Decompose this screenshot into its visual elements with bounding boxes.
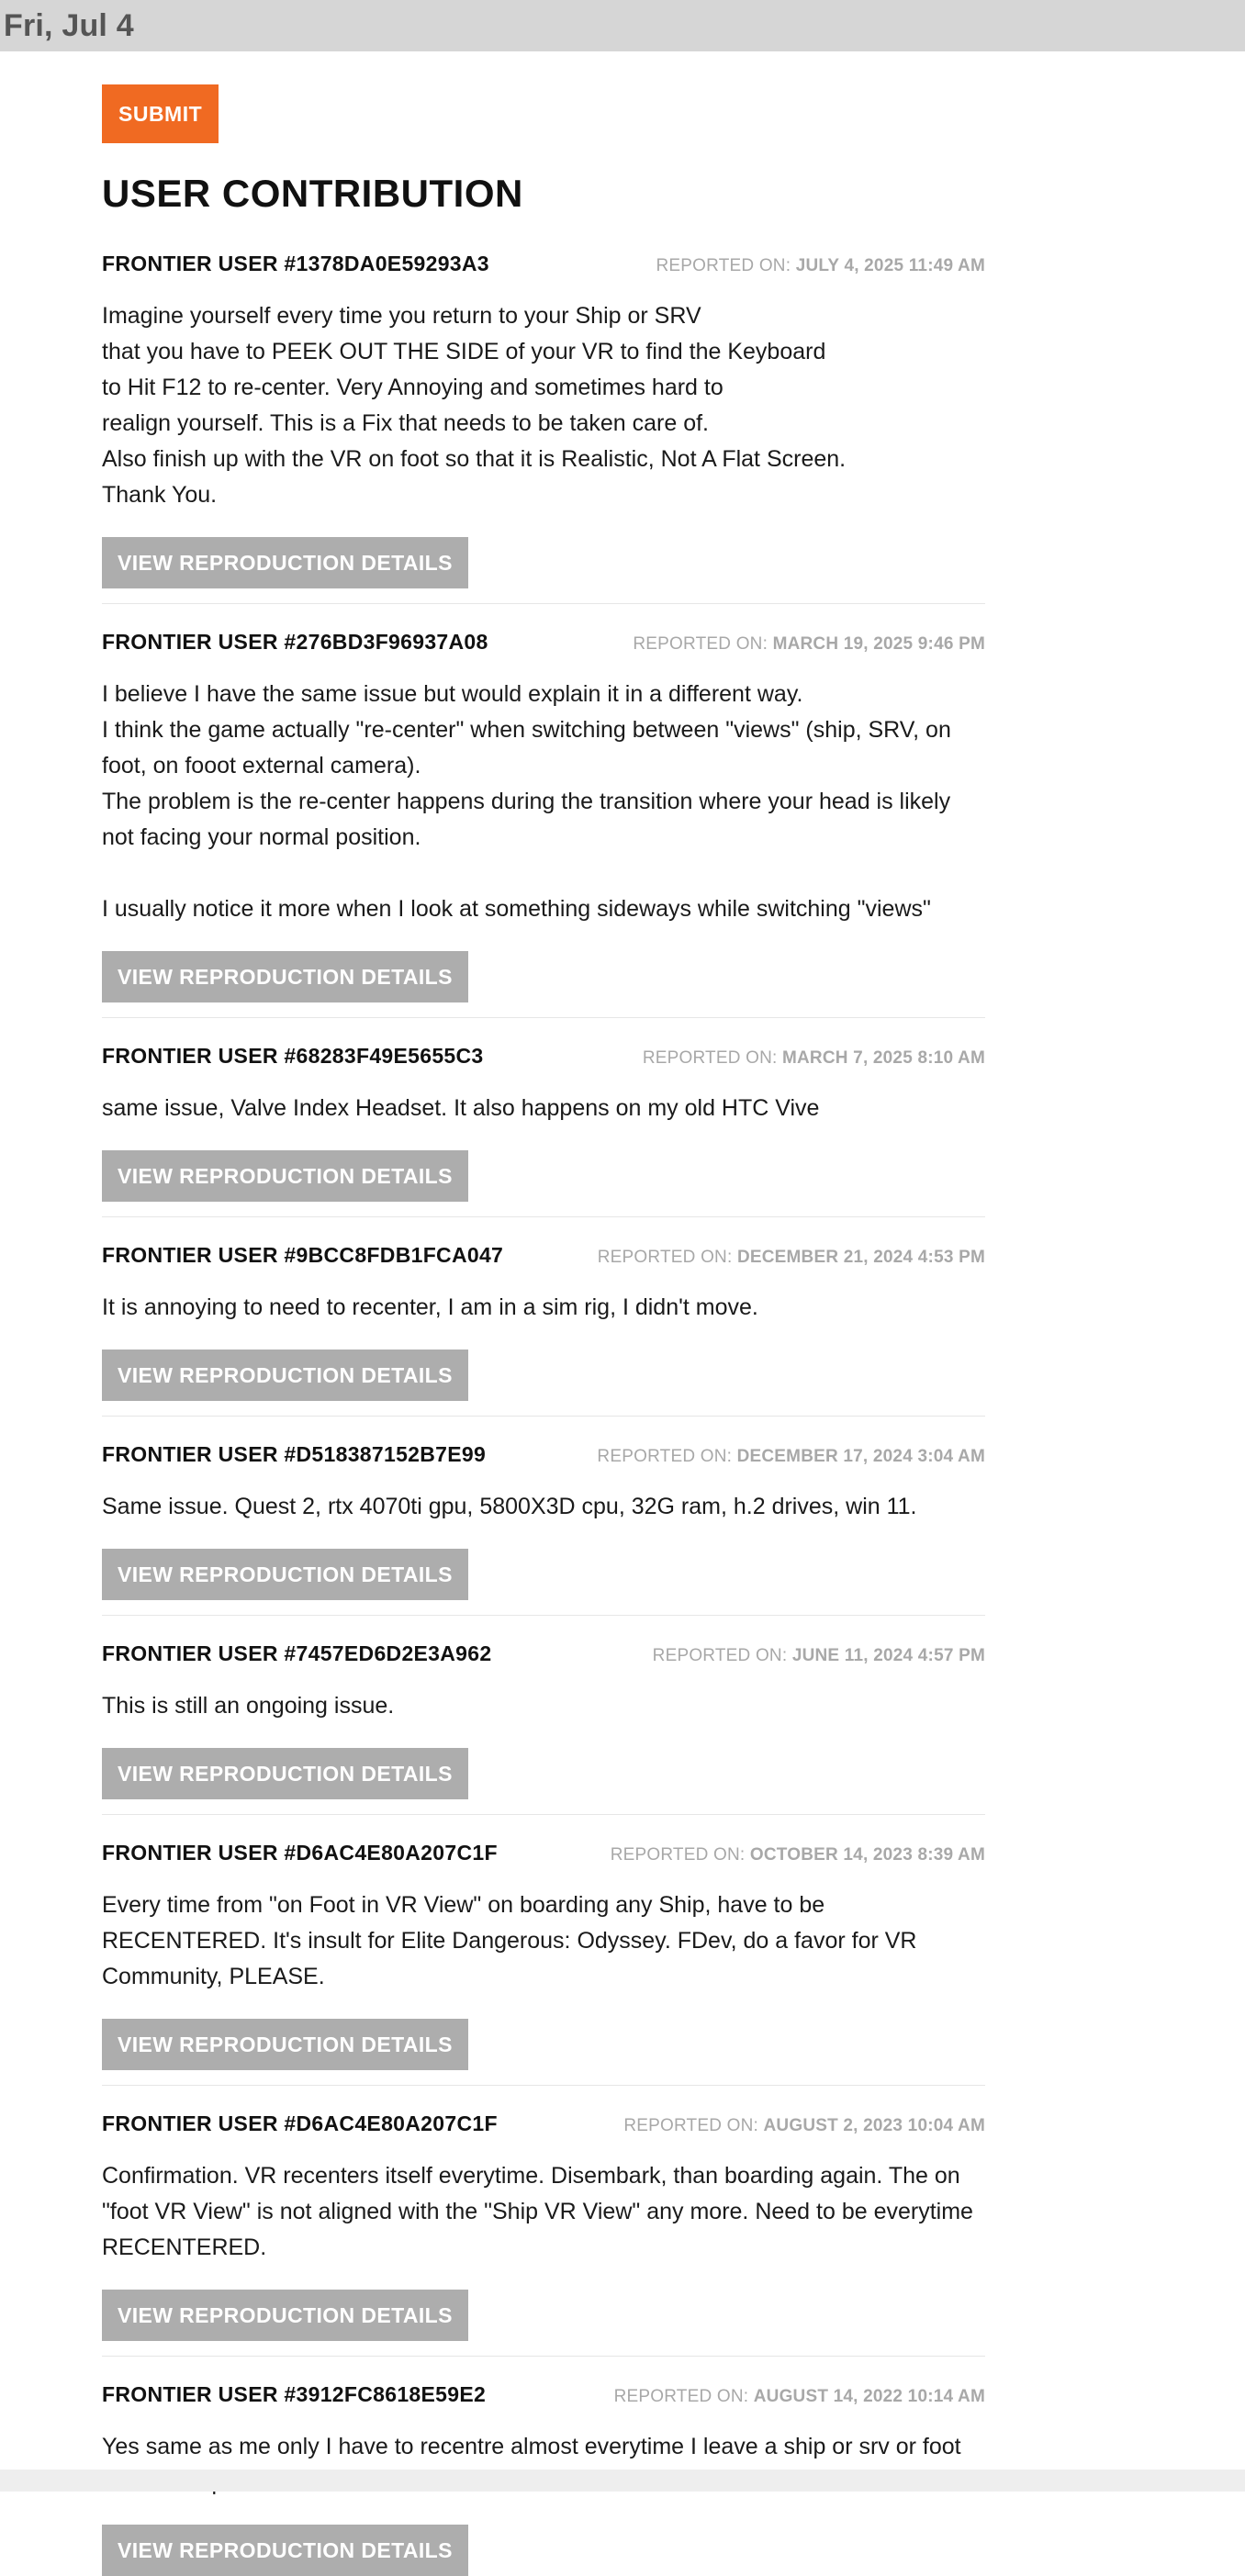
reported-on-label: REPORTED ON:	[652, 1646, 792, 1665]
view-reproduction-details-button[interactable]: VIEW REPRODUCTION DETAILS	[102, 2525, 468, 2576]
entry-reported-on	[633, 634, 985, 655]
view-reproduction-details-button[interactable]: VIEW REPRODUCTION DETAILS	[102, 951, 468, 1002]
contribution-list	[102, 217, 985, 2576]
view-reproduction-details-button[interactable]: VIEW REPRODUCTION DETAILS	[102, 1350, 468, 1401]
reported-on-label: REPORTED ON:	[633, 634, 773, 654]
entry-comment: It is annoying to need to recenter, I am in a sim rig, I didn't move.	[102, 1294, 758, 1320]
entry-user-id: FRONTIER USER #1378DA0E59293A3	[102, 252, 489, 275]
entry-comment: same issue, Valve Index Headset. It also happens on my old HTC Vive	[102, 1095, 820, 1121]
reported-on-date: MARCH 7, 2025 8:10 AM	[781, 1048, 985, 1068]
entry-user-id: FRONTIER USER #276BD3F96937A08	[102, 630, 488, 654]
reported-on-label: REPORTED ON:	[656, 256, 796, 275]
reported-on-date: DECEMBER 21, 2024 4:53 PM	[736, 1248, 985, 1267]
view-reproduction-details-button[interactable]: VIEW REPRODUCTION DETAILS	[102, 2019, 468, 2070]
entry-comment: Every time from "on Foot in VR View" on boarding any Ship, have to be RECENTERED. It's insult for Elite Dangerous: Odyssey. FDev, do a favor for VR Community, PLEASE.	[102, 1892, 917, 1989]
entry-reported-on	[597, 1447, 985, 1467]
section-title: USER CONTRIBUTION	[102, 172, 523, 215]
entry-header	[102, 630, 985, 655]
reported-on-label: REPORTED ON:	[597, 1447, 737, 1466]
reported-on-date: DECEMBER 17, 2024 3:04 AM	[736, 1447, 985, 1466]
entry-reported-on	[623, 2116, 985, 2136]
entry-header	[102, 252, 985, 276]
reported-on-label: REPORTED ON:	[613, 2387, 754, 2406]
entry-comment: This is still an ongoing issue.	[102, 1693, 395, 1719]
view-reproduction-details-button[interactable]: VIEW REPRODUCTION DETAILS	[102, 2290, 468, 2341]
contribution-entry	[102, 2086, 985, 2357]
reported-on-label: REPORTED ON:	[623, 2116, 764, 2135]
entry-reported-on	[614, 2387, 985, 2407]
entry-user-id: FRONTIER USER #D6AC4E80A207C1F	[102, 2111, 498, 2135]
bottom-bar	[0, 2470, 1245, 2492]
reported-on-label: REPORTED ON:	[610, 1845, 750, 1865]
header-date: Fri, Jul 4	[4, 8, 134, 43]
entry-user-id: FRONTIER USER #9BCC8FDB1FCA047	[102, 1243, 504, 1267]
contribution-entry	[102, 1217, 985, 1417]
reported-on-date: JULY 4, 2025 11:49 AM	[795, 256, 985, 275]
submit-button[interactable]: SUBMIT	[102, 84, 219, 143]
entry-header	[102, 2111, 985, 2136]
reported-on-date: AUGUST 14, 2022 10:14 AM	[753, 2387, 985, 2406]
entry-user-id: FRONTIER USER #D6AC4E80A207C1F	[102, 1841, 498, 1865]
entry-comment: Yes same as me only I have to recentre almost everytime I leave a ship or srv or foot	[102, 2434, 961, 2459]
reported-on-label: REPORTED ON:	[597, 1248, 737, 1267]
entry-comment: Same issue. Quest 2, rtx 4070ti gpu, 5800X3D cpu, 32G ram, h.2 drives, win 11.	[102, 1494, 917, 1519]
contribution-entry	[102, 604, 985, 1018]
date-bar	[0, 0, 1245, 51]
entry-user-id: FRONTIER USER #D518387152B7E99	[102, 1442, 487, 1466]
view-reproduction-details-button[interactable]: VIEW REPRODUCTION DETAILS	[102, 537, 468, 588]
entry-comment: Imagine yourself every time you return to your Ship or SRV that you have to PEEK OUT THE SIDE of your VR to find the Keyboard to Hit F12 to re-center. Very Annoying and sometimes hard to realign yourself. This is a Fix that needs to be taken care of. Also finish up with the VR on foot so that it is Realistic, Not A Flat Screen. Thank You.	[102, 303, 847, 508]
reported-on-date: MARCH 19, 2025 9:46 PM	[772, 634, 985, 654]
entry-user-id: FRONTIER USER #3912FC8618E59E2	[102, 2382, 487, 2406]
contribution-entry	[102, 1417, 985, 1616]
entry-reported-on	[598, 1248, 985, 1268]
main-content	[102, 84, 985, 2576]
entry-user-id: FRONTIER USER #68283F49E5655C3	[102, 1044, 484, 1068]
entry-comment: I believe I have the same issue but would explain it in a different way. I think the game actually "re-center" when switching between "views" (ship, SRV, on foot, on fooot external camera). The problem is the re-center happens during the transition where your head is likely not facing your normal position. I usually notice it more when I look at something sideways while switching "views"	[102, 681, 951, 922]
entry-header	[102, 1641, 985, 1666]
entry-header	[102, 2382, 985, 2407]
entry-reported-on	[656, 256, 985, 276]
view-reproduction-details-button[interactable]: VIEW REPRODUCTION DETAILS	[102, 1549, 468, 1600]
contribution-entry	[102, 1616, 985, 1815]
reported-on-date: OCTOBER 14, 2023 8:39 AM	[749, 1845, 985, 1865]
reported-on-date: AUGUST 2, 2023 10:04 AM	[763, 2116, 985, 2135]
contribution-entry	[102, 217, 985, 604]
view-reproduction-details-button[interactable]: VIEW REPRODUCTION DETAILS	[102, 1150, 468, 1202]
entry-comment: Confirmation. VR recenters itself everytime. Disembark, than boarding again. The on "foot VR View" is not aligned with the "Ship VR View" any more. Need to be everytime RECENTERED.	[102, 2163, 973, 2260]
entry-reported-on	[611, 1845, 985, 1865]
contribution-entry	[102, 1815, 985, 2086]
view-reproduction-details-button[interactable]: VIEW REPRODUCTION DETAILS	[102, 1748, 468, 1799]
contribution-entry	[102, 1018, 985, 1217]
entry-reported-on	[653, 1646, 985, 1666]
entry-header	[102, 1243, 985, 1268]
entry-header	[102, 1044, 985, 1069]
entry-header	[102, 1442, 985, 1467]
entry-header	[102, 1841, 985, 1865]
reported-on-label: REPORTED ON:	[642, 1048, 782, 1068]
reported-on-date: JUNE 11, 2024 4:57 PM	[791, 1646, 985, 1665]
entry-user-id: FRONTIER USER #7457ED6D2E3A962	[102, 1641, 492, 1665]
entry-reported-on	[643, 1048, 985, 1069]
contribution-entry	[102, 2357, 985, 2576]
